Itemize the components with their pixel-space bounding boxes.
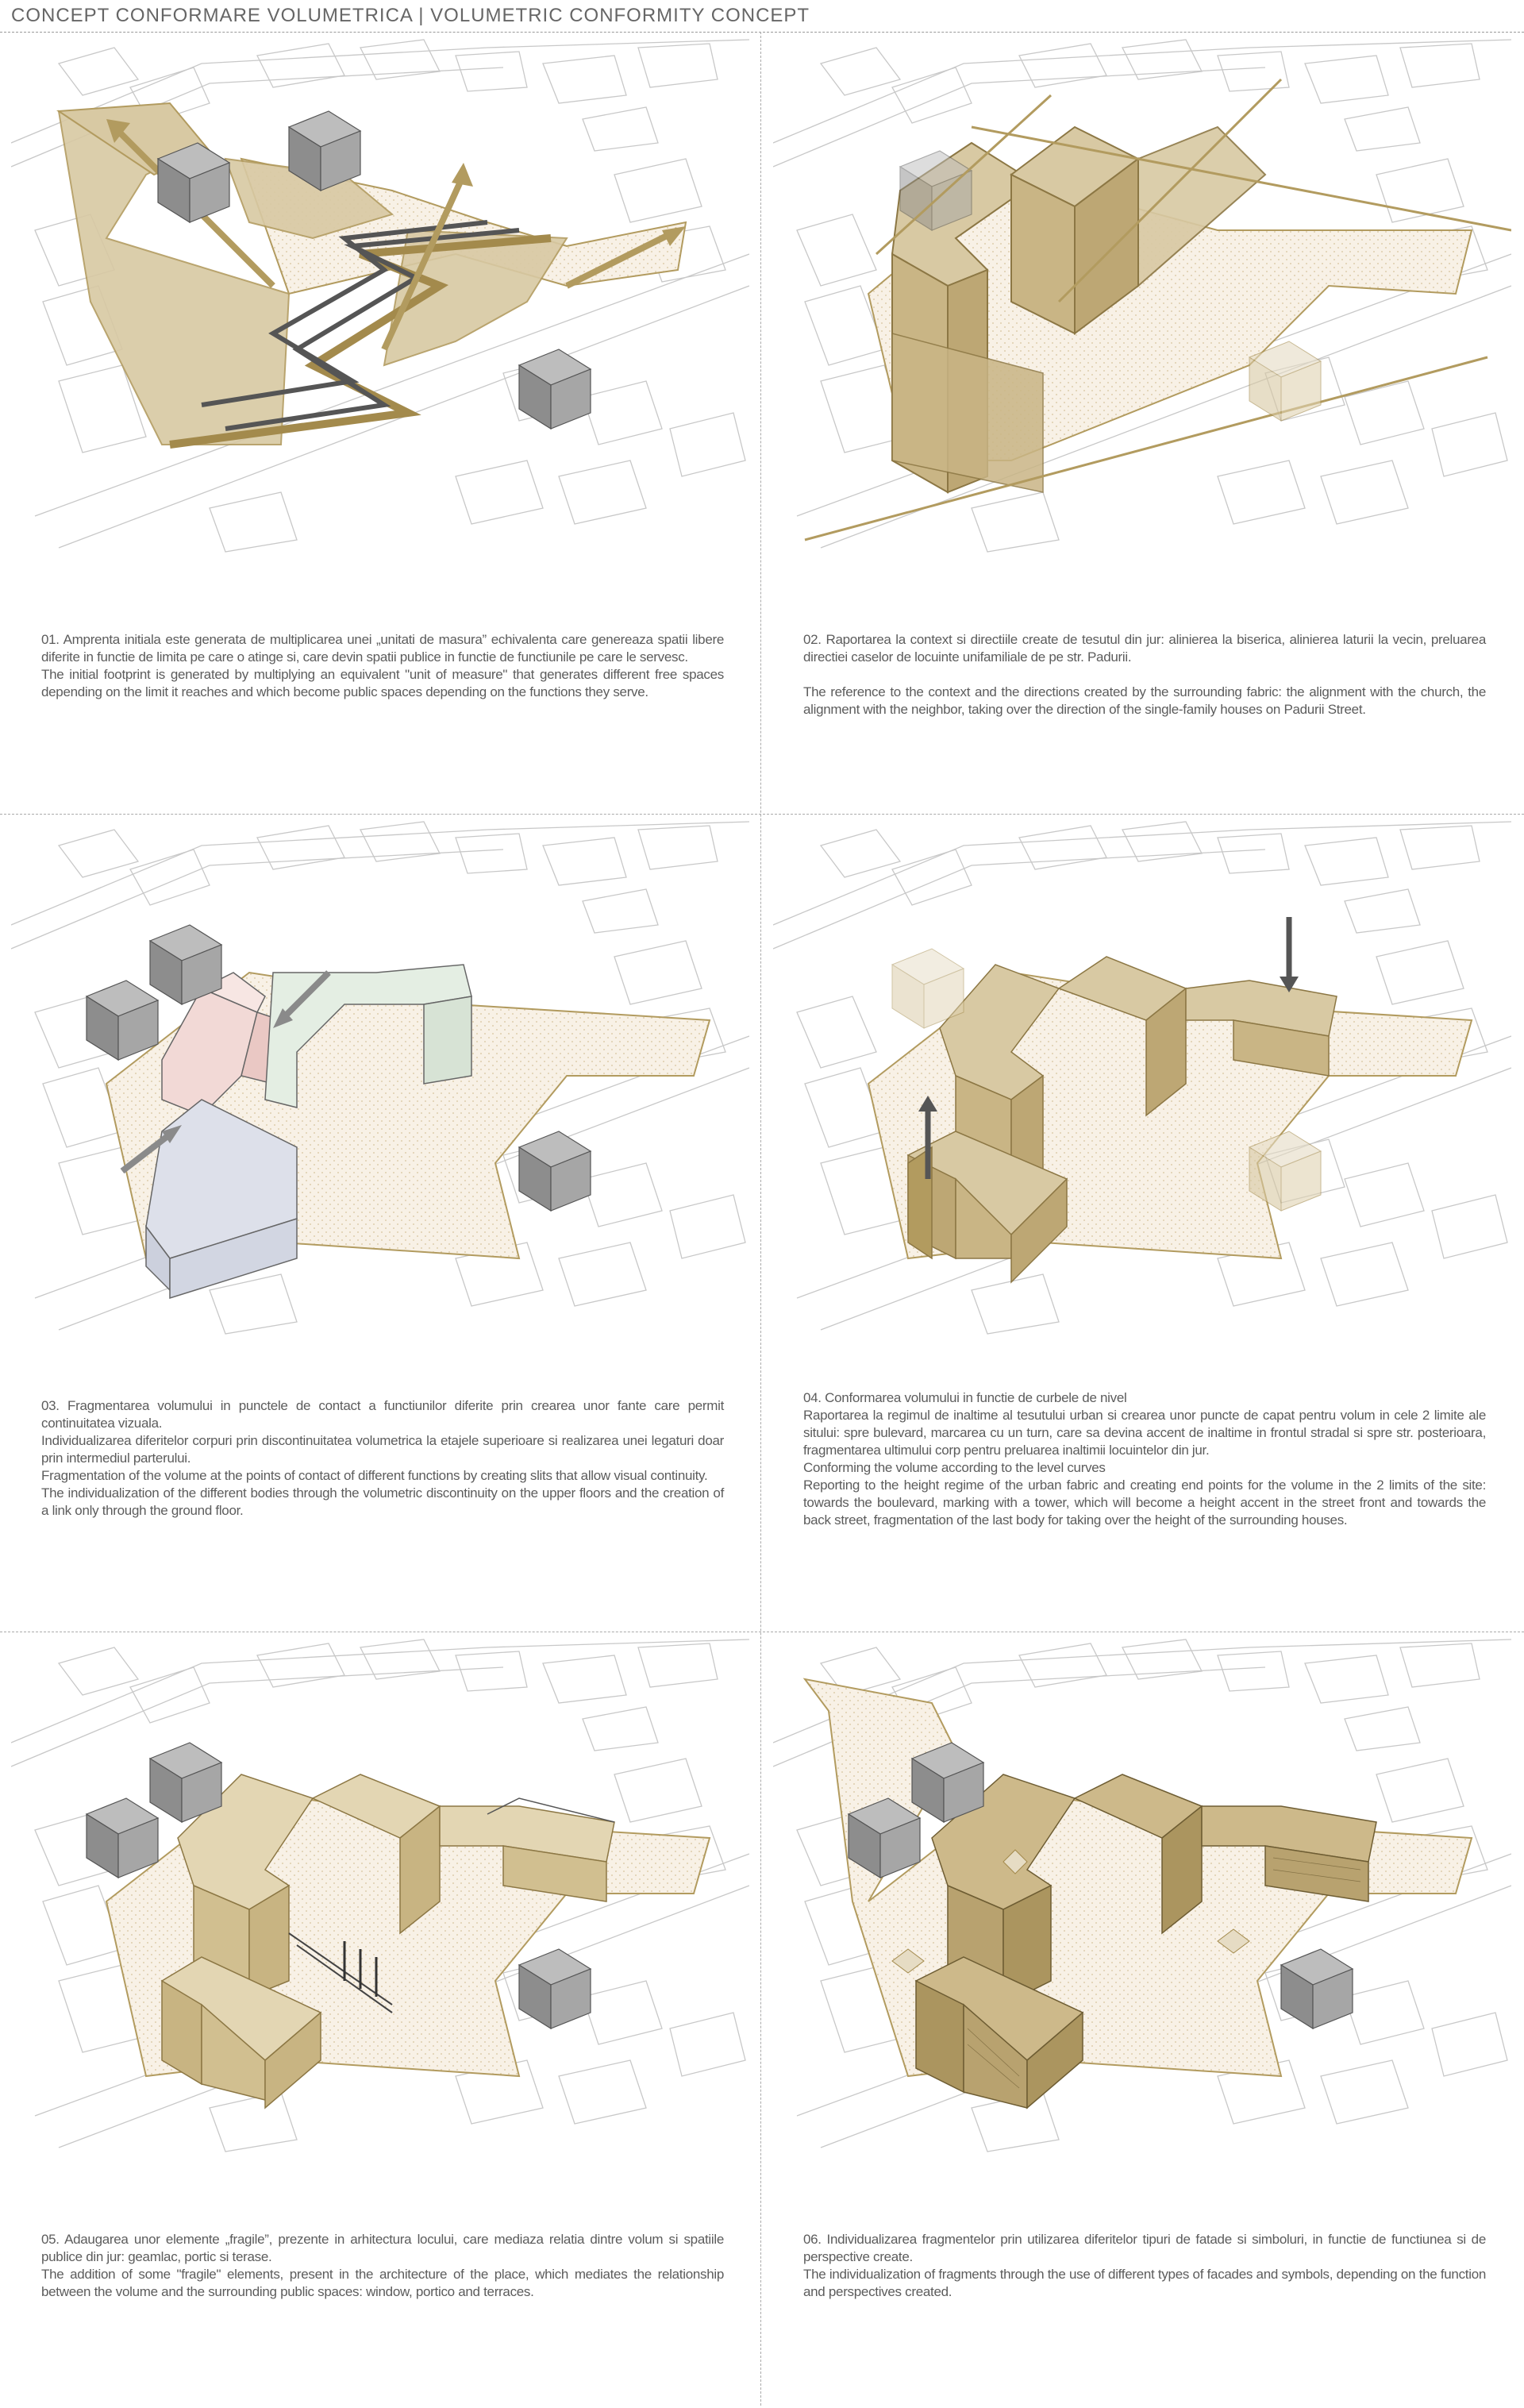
caption-en: The reference to the context and the directions created by the surrounding fabric: the alignment with the church, the alignment with the neighbor, taking over the direction of the single-family houses on Padurii Street. xyxy=(803,684,1486,717)
panel-06 xyxy=(773,1632,1511,2406)
caption-ro-2: Raportarea la regimul de inaltime al tesutului urban si crearea unor puncte de capat pentru volum in cele 2 limite ale sitului: spre bulevard, marcarea cu un turn, care sa devina accent de inaltime in frontul stradal si spre str. posterioara, fragmentarea ultimului corp pentru preluarea inaltimii locuintelor din jur. xyxy=(803,1408,1486,1458)
diagram-06 xyxy=(773,1632,1511,2156)
caption-en-2: Reporting to the height regime of the urban fabric and creating end points for the volume in the 2 limits of the site: towards the boulevard, marking with a tower, which will become a height accent in the street front and towards the back street, fragmentation of the last body for taking over the height of the surrounding houses. xyxy=(803,1478,1486,1528)
panel-02 xyxy=(773,32,1511,814)
caption-03 xyxy=(41,1397,724,1520)
caption-ro: 05. Adaugarea unor elemente „fragile”, prezente in arhitectura locului, care mediaza relatia dintre volum si spatiile publice din jur: geamlac, portic si terase. xyxy=(41,2232,724,2264)
caption-05 xyxy=(41,2231,724,2301)
caption-en-1: Conforming the volume according to the level curves xyxy=(803,1460,1106,1475)
caption-01 xyxy=(41,631,724,701)
panel-05 xyxy=(11,1632,749,2406)
panel-03 xyxy=(11,814,749,1632)
diagram-03 xyxy=(11,814,749,1338)
caption-06 xyxy=(803,2231,1486,2301)
caption-en: The individualization of fragments through the use of different types of facades and symbols, depending on the function and perspectives created. xyxy=(803,2267,1486,2299)
diagram-01 xyxy=(11,32,749,556)
caption-04 xyxy=(803,1389,1486,1529)
caption-ro: 02. Raportarea la context si directiile create de tesutul din jur: alinierea la biserica, alinierea laturii la vecin, preluarea directiei caselor de locuinte unifamiliale de pe str. Padurii. xyxy=(803,632,1486,665)
caption-ro-1: 04. Conformarea volumului in functie de curbele de nivel xyxy=(803,1390,1127,1405)
caption-en: The addition of some "fragile" elements, present in the architecture of the place, which mediates the relationship between the volume and the surrounding public spaces: window, portico and terraces. xyxy=(41,2267,724,2299)
caption-ro-1: 03. Fragmentarea volumului in punctele de contact a functiunilor diferite prin crearea unor fante care permit continuitatea vizuala. xyxy=(41,1398,724,1431)
caption-ro: 01. Amprenta initiala este generata de multiplicarea unei „unitati de masura” echivalenta care genereaza spatii libere diferite in functie de limita pe care o atinge si, care devin spatii publice in functie de functiunile pe care le servesc. xyxy=(41,632,724,665)
panel-04 xyxy=(773,814,1511,1632)
panel-01 xyxy=(11,32,749,814)
caption-en-2: The individualization of the different bodies through the volumetric discontinuity on the upper floors and the creation of a link only through the ground floor. xyxy=(41,1485,724,1518)
caption-en-1: Fragmentation of the volume at the points of contact of different functions by creating slits that allow visual continuity. xyxy=(41,1468,708,1483)
diagram-04 xyxy=(773,814,1511,1338)
caption-02 xyxy=(803,631,1486,719)
caption-ro-2: Individualizarea diferitelor corpuri prin discontinuitatea volumetrica la etajele superioare si realizarea unei legaturi doar prin intermediul parterului. xyxy=(41,1433,724,1466)
page-title: CONCEPT CONFORMARE VOLUMETRICA | VOLUMETRIC CONFORMITY CONCEPT xyxy=(11,5,810,26)
diagram-02 xyxy=(773,32,1511,556)
caption-ro: 06. Individualizarea fragmentelor prin utilizarea diferitelor tipuri de fatade si simboluri, in functie de functiunea si de perspective create. xyxy=(803,2232,1486,2264)
column-divider xyxy=(760,32,761,2406)
diagram-05 xyxy=(11,1632,749,2156)
caption-en: The initial footprint is generated by multiplying an equivalent "unit of measure" that generates different free spaces depending on the limit it reaches and which become public spaces depending on the functions they serve. xyxy=(41,667,724,699)
